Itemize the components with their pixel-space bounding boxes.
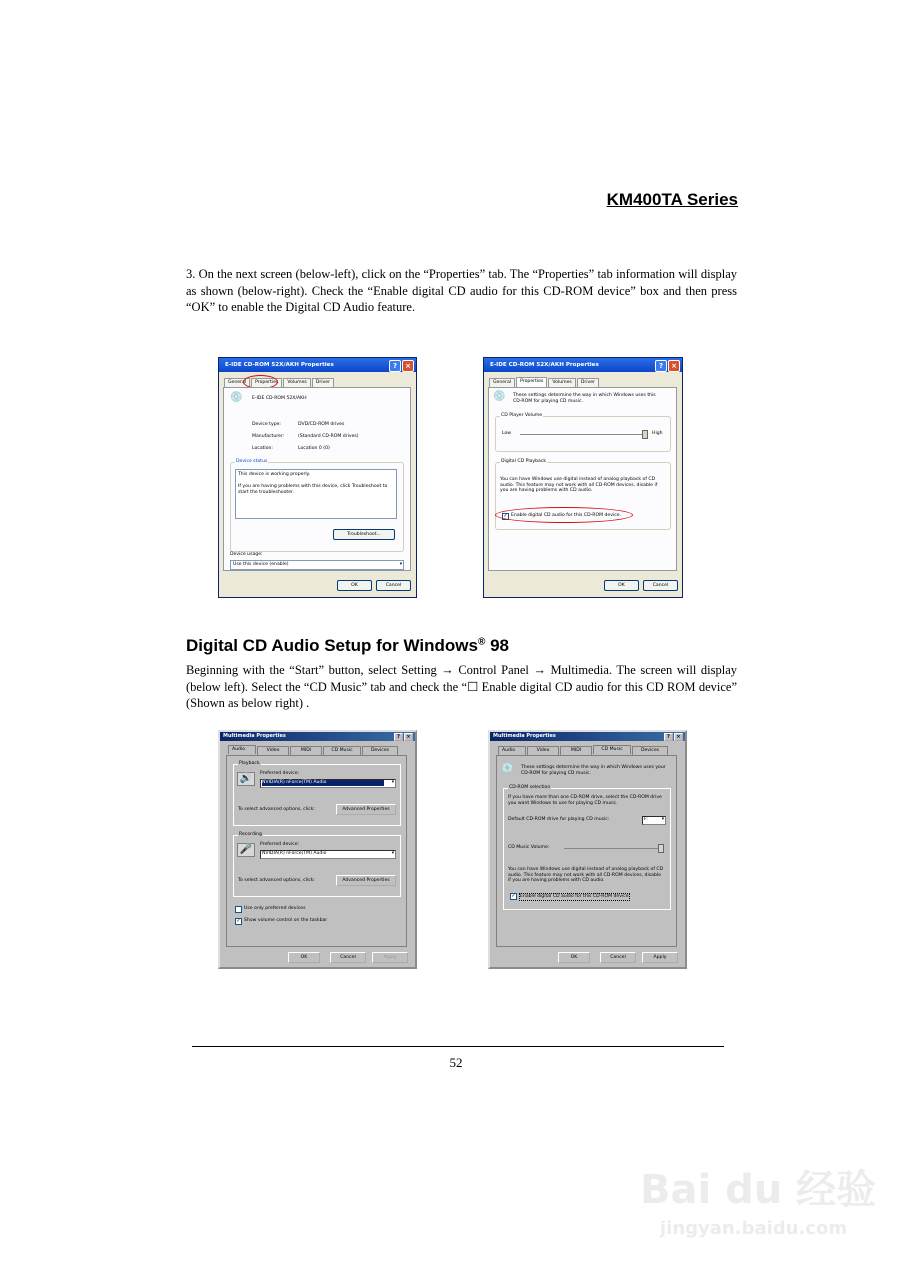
cdrom-selection-group bbox=[503, 785, 671, 910]
tab-properties[interactable]: Properties bbox=[516, 377, 547, 387]
chevron-down-icon: ▾ bbox=[661, 817, 664, 822]
cd-player-volume-group bbox=[495, 413, 671, 452]
manufacturer-label: Manufacturer: bbox=[252, 434, 285, 439]
playback-advanced-button[interactable]: Advanced Properties bbox=[336, 804, 396, 815]
playback-device-value: NVIDIA(R) nForce(TM) Audio bbox=[262, 780, 384, 786]
tab-panel bbox=[226, 755, 407, 947]
status-line-1: This device is working properly. bbox=[238, 472, 311, 477]
advanced-options-text: To select advanced options, click: bbox=[238, 878, 315, 883]
group-label: CD Player Volume bbox=[501, 413, 543, 418]
cancel-button[interactable]: Cancel bbox=[376, 580, 411, 591]
recording-device-value: NVIDIA(R) nForce(TM) Audio bbox=[262, 851, 327, 856]
device-usage-label: Device usage: bbox=[230, 552, 263, 557]
intro-text: These settings determine the way in which Windows uses your CD-ROM for playing CD music. bbox=[521, 765, 666, 776]
default-drive-label: Default CD-ROM drive for playing CD music: bbox=[508, 817, 610, 822]
dialog-title-bar[interactable] bbox=[484, 358, 682, 372]
tab-devices[interactable]: Devices bbox=[632, 746, 668, 755]
tab-cd-music[interactable]: CD Music bbox=[323, 746, 361, 755]
help-icon[interactable]: ? bbox=[655, 360, 667, 372]
close-icon[interactable]: × bbox=[402, 360, 414, 372]
dialog-title: Multimedia Properties bbox=[223, 733, 286, 739]
cd-music-volume-label: CD Music Volume: bbox=[508, 845, 550, 850]
dialog-title: E-IDE CD-ROM 52X/AKH Properties bbox=[225, 362, 334, 368]
chevron-down-icon: ▾ bbox=[391, 780, 394, 785]
heading-text: Digital CD Audio Setup for Windows bbox=[186, 636, 478, 655]
recording-advanced-button[interactable]: Advanced Properties bbox=[336, 875, 396, 886]
group-label: Digital CD Playback bbox=[501, 459, 547, 464]
default-drive-select[interactable] bbox=[642, 816, 666, 825]
status-textbox[interactable] bbox=[235, 469, 397, 519]
w98-cd-music-dialog bbox=[488, 730, 687, 969]
tab-driver[interactable]: Driver bbox=[577, 378, 599, 387]
ok-button[interactable]: OK bbox=[558, 952, 590, 963]
chevron-down-icon: ▾ bbox=[391, 851, 394, 856]
help-icon[interactable]: ? bbox=[664, 733, 673, 741]
location-value: Location 0 (0) bbox=[298, 446, 330, 451]
step-3-instructions: 3. On the next screen (below-left), click on the “Properties” tab. The “Properties” tab information will display as shown (below-right). Check the “Enable digital CD audio for this CD-ROM device” box and then press “OK” to enable the Digital CD Audio feature. bbox=[186, 267, 737, 314]
dialog-title-bar[interactable] bbox=[220, 732, 415, 741]
device-usage-select[interactable] bbox=[230, 560, 404, 570]
ok-button[interactable]: OK bbox=[337, 580, 372, 591]
group-label: CD-ROM selection bbox=[509, 785, 551, 790]
ok-button[interactable]: OK bbox=[288, 952, 320, 963]
enable-digital-label: Enable digital CD audio for this CD-ROM device. bbox=[511, 513, 622, 518]
cdrom-icon: 💿 bbox=[230, 392, 243, 403]
high-label: High bbox=[652, 431, 663, 436]
series-title: KM400TA Series bbox=[606, 190, 738, 209]
usage-value: Use this device (enable) bbox=[233, 562, 289, 567]
troubleshoot-button[interactable]: Troubleshoot... bbox=[333, 529, 395, 540]
help-icon[interactable]: ? bbox=[394, 733, 403, 741]
microphone-icon: 🎤 bbox=[237, 843, 255, 857]
location-label: Location: bbox=[252, 446, 273, 451]
tab-midi[interactable]: MIDI bbox=[560, 746, 592, 755]
device-type-value: DVD/CD-ROM drives bbox=[298, 422, 345, 427]
cd-music-icon: 💿 bbox=[501, 763, 514, 774]
apply-button[interactable]: Apply bbox=[642, 952, 678, 963]
volume-slider-thumb[interactable] bbox=[642, 430, 648, 439]
tab-panel bbox=[223, 387, 411, 571]
playback-group bbox=[233, 761, 401, 826]
group-label: Recording bbox=[239, 832, 262, 837]
device-name: E-IDE CD-ROM 52X/AKH bbox=[252, 396, 307, 401]
group-label: Playback bbox=[239, 761, 260, 766]
enable-digital-label: Enable digital CD audio for this CD-ROM device bbox=[520, 894, 629, 899]
preferred-device-label: Preferred device: bbox=[260, 842, 300, 847]
group-label: Device status bbox=[236, 459, 268, 464]
tab-general[interactable]: General bbox=[224, 378, 250, 387]
status-line-2: If you are having problems with this device, click Troubleshoot to start the troubleshooter. bbox=[238, 484, 388, 495]
close-icon[interactable]: × bbox=[674, 733, 683, 741]
baidu-watermark-url: jingyan.baidu.com bbox=[660, 1218, 848, 1239]
highlight-oval bbox=[495, 507, 633, 523]
close-icon[interactable]: × bbox=[404, 733, 413, 741]
device-type-label: Device type: bbox=[252, 422, 281, 427]
manufacturer-value: (Standard CD-ROM drives) bbox=[298, 434, 359, 439]
xp-general-dialog bbox=[218, 357, 417, 598]
speaker-icon: 🔊 bbox=[237, 772, 255, 786]
volume-slider-track[interactable] bbox=[520, 434, 644, 435]
only-preferred-label: Use only preferred devices bbox=[244, 906, 306, 911]
intro-text: These settings determine the way in which Windows uses this CD-ROM for playing CD music. bbox=[513, 393, 656, 404]
cancel-button[interactable]: Cancel bbox=[600, 952, 636, 963]
only-preferred-checkbox[interactable] bbox=[235, 906, 242, 913]
section-heading bbox=[186, 636, 509, 656]
default-drive-value: F: bbox=[644, 817, 648, 822]
preferred-device-label: Preferred device: bbox=[260, 771, 300, 776]
dialog-title: E-IDE CD-ROM 52X/AKH Properties bbox=[490, 362, 599, 368]
footer-rule bbox=[192, 1046, 724, 1047]
dialog-title: Multimedia Properties bbox=[493, 733, 556, 739]
xp-properties-dialog bbox=[483, 357, 683, 598]
windows98-instructions: Beginning with the “Start” button, select Setting → Control Panel → Multimedia. The screen will display (below left). Select the “CD Music” tab and check the “☐ Enable digital CD audio for this CD ROM device” (Shown as below right) . bbox=[186, 663, 737, 710]
selection-text: If you have more than one CD-ROM drive, select the CD-ROM drive you want Windows to use for playing CD music. bbox=[508, 795, 662, 806]
tab-volumes[interactable]: Volumes bbox=[283, 378, 310, 387]
playback-device-select[interactable] bbox=[260, 779, 396, 788]
digital-playback-text: You can have Windows use digital instead of analog playback of CD audio. This feature may not work with all CD-ROM devices, disable if you are having problems with CD audio. bbox=[508, 867, 664, 884]
dialog-title-bar[interactable] bbox=[219, 358, 416, 372]
cancel-button[interactable]: Cancel bbox=[330, 952, 366, 963]
close-icon[interactable]: × bbox=[668, 360, 680, 372]
device-status-group bbox=[230, 459, 404, 552]
tab-properties[interactable]: Properties bbox=[251, 378, 282, 387]
tab-driver[interactable]: Driver bbox=[312, 378, 334, 387]
tab-volumes[interactable]: Volumes bbox=[548, 378, 575, 387]
enable-digital-checkbox[interactable]: ✓ bbox=[511, 893, 516, 899]
tab-cd-music[interactable]: CD Music bbox=[593, 745, 631, 754]
advanced-options-text: To select advanced options, click: bbox=[238, 807, 315, 812]
ok-button[interactable]: OK bbox=[604, 580, 639, 591]
registered-mark: ® bbox=[477, 636, 486, 648]
show-volume-label: Show volume control on the taskbar bbox=[244, 918, 328, 923]
watermark-brand: Bai du 经验 bbox=[640, 1167, 877, 1213]
volume-slider-track[interactable] bbox=[564, 848, 660, 849]
tab-panel bbox=[496, 755, 677, 947]
tab-audio[interactable]: Audio bbox=[228, 745, 256, 754]
help-icon[interactable]: ? bbox=[389, 360, 401, 372]
tab-midi[interactable]: MIDI bbox=[290, 746, 322, 755]
enable-digital-checkbox[interactable]: ✓ bbox=[503, 513, 508, 519]
low-label: Low bbox=[502, 431, 512, 436]
dialog-title-bar[interactable] bbox=[490, 732, 685, 741]
cd-music-icon: 💿 bbox=[493, 391, 506, 402]
heading-tail: 98 bbox=[485, 636, 509, 655]
recording-device-select[interactable] bbox=[260, 850, 396, 859]
tab-audio[interactable]: Audio bbox=[498, 746, 526, 755]
page-number: 52 bbox=[449, 1055, 463, 1070]
tab-devices[interactable]: Devices bbox=[362, 746, 398, 755]
w98-audio-dialog bbox=[218, 730, 417, 969]
show-volume-checkbox[interactable]: ✓ bbox=[236, 918, 241, 924]
recording-group bbox=[233, 832, 401, 897]
cancel-button[interactable]: Cancel bbox=[643, 580, 678, 591]
chevron-down-icon: ▾ bbox=[399, 562, 402, 567]
baidu-watermark-logo bbox=[640, 1158, 876, 1215]
tab-panel bbox=[488, 387, 677, 571]
digital-playback-text: You can have Windows use digital instead of analog playback of CD audio. This feature may not work with all CD-ROM devices, disable if you are having problems with CD audio. bbox=[500, 477, 658, 494]
volume-slider-thumb[interactable] bbox=[658, 844, 664, 853]
tab-general[interactable]: General bbox=[489, 378, 515, 387]
apply-button[interactable]: Apply bbox=[372, 952, 408, 963]
tab-video[interactable]: Video bbox=[257, 746, 289, 755]
tab-video[interactable]: Video bbox=[527, 746, 559, 755]
